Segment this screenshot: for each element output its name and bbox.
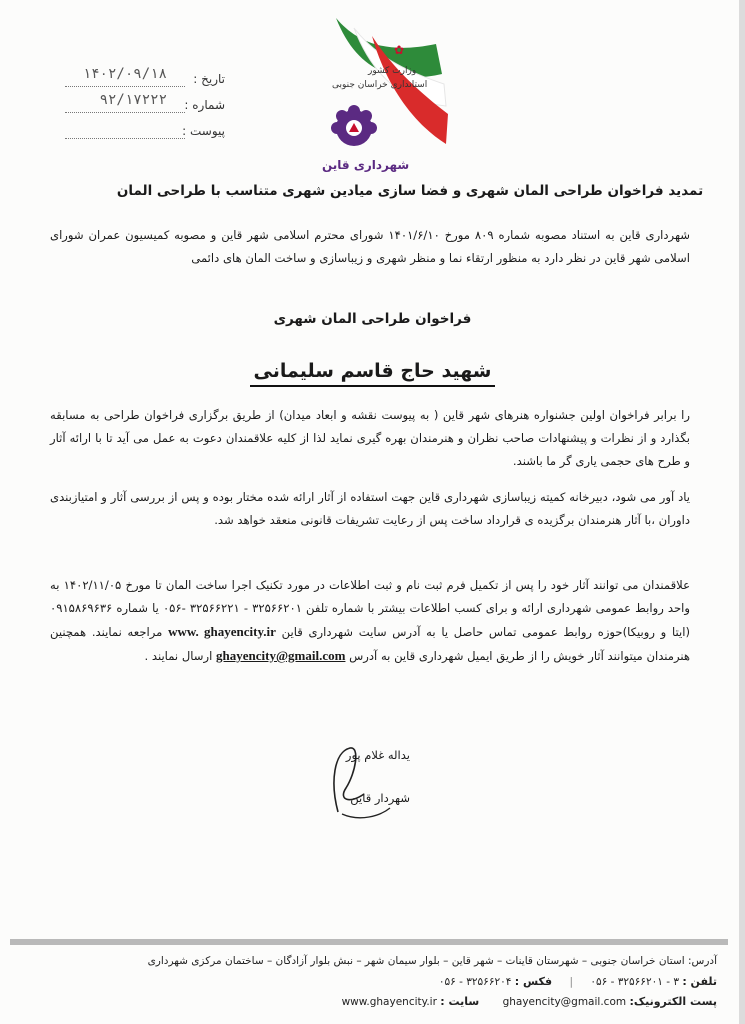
paragraph-1: شهرداری قاین به استناد مصوبه شماره ۸۰۹ مورخ ۱۴۰۱/۶/۱۰ شورای محترم اسلامی شهر قاین و مصوبه کمیسیون عمران شورای اسلامی شهر قاین در نظر دارد به منظور ارتقاء نما و منظر شهری و زیباسازی و ساخت المان های دائمی bbox=[50, 228, 691, 265]
attachment-label: پیوست : bbox=[182, 124, 225, 138]
call-subtitle: فراخوان طراحی المان شهری bbox=[273, 311, 472, 327]
date-value: ۱۴۰۲/۰۹/۱۸ bbox=[82, 66, 167, 82]
paragraph-4-part-1: علاقمندان می توانند آثار خود را پس از تکمیل فرم ثبت نام و ثبت اطلاعات در مورد تکنیک اجرا ساخت المان تا مورخ ۱۴۰۲/۱۱/۰۵ به واحد روابط عمومی شهرداری ارائه و برای کسب اطلاعات بیشتر با شماره تلفن ۳۲۵۶۶۲۰۱ - ۳۲۵۶۶۲۲۱ -۰۵۶ یا شماره ۰۹۱۵۸۶۹۶۳۶ (ایتا و روبیکا)حوزه روابط عمومی تماس حاصل یا به آدرس سایت شهرداری قاین bbox=[50, 578, 691, 639]
org-line-1: وزارت کشور bbox=[368, 66, 417, 76]
municipality-logo bbox=[318, 14, 454, 186]
fax-label: فکس : bbox=[514, 975, 553, 988]
paragraph-2: را برابر فراخوان اولین جشنواره هنرهای شهر قاین ( به پیوست نقشه و ابعاد میدان) از طریق برگزاری فراخوان طراحی به مسابقه بگذارد و از نظرات و پیشنهادات صاحب نظران و هنرمندان بهره گیری نماید لذا از کلیه علاقمندان دعوت به عمل می آید تا با ارائه آثار و طرح های حجمی یاری گر ما باشند. bbox=[50, 408, 690, 468]
attachment-line bbox=[65, 138, 185, 139]
footer-contact-row bbox=[342, 995, 717, 1008]
email-link[interactable]: ghayencity@gmail.com bbox=[216, 648, 346, 663]
date-line bbox=[65, 86, 185, 87]
footer-email[interactable]: ghayencity@gmail.com bbox=[502, 996, 627, 1008]
org-name: شهرداری قاین bbox=[322, 158, 410, 172]
date-label: تاریخ : bbox=[193, 72, 225, 86]
number-line bbox=[65, 112, 185, 113]
fax-value: ۳۲۵۶۶۲۰۴ - ۰۵۶ bbox=[438, 976, 512, 988]
phone-value: ۳ - ۳۲۵۶۶۲۰۱ - ۰۵۶ bbox=[590, 976, 679, 988]
footer-divider bbox=[10, 939, 728, 945]
honoree-name bbox=[0, 360, 745, 382]
org-line-2: استانداری خراسان جنوبی bbox=[332, 80, 428, 90]
phone-separator: | bbox=[569, 976, 574, 988]
letter-title: تمدید فراخوان طراحی المان شهری و فضا سازی میادین شهری متناسب با طراحی المان bbox=[116, 183, 704, 199]
number-value: ۹۲/۱۷۲۲۲ bbox=[99, 92, 167, 108]
footer-address: آدرس: استان خراسان جنوبی – شهرستان قاینات – شهر قاین – بلوار سیمان شهر – نبش بلوار آزادگان – ساختمان مرکزی شهرداری bbox=[147, 955, 717, 967]
site-label: سایت : bbox=[440, 995, 480, 1008]
footer-phone-row bbox=[439, 975, 717, 988]
honoree-name-text: شهید حاج قاسم سلیمانی bbox=[250, 360, 496, 387]
signer-name: یداله غلام پور bbox=[345, 748, 410, 762]
paragraph-4-part-3: ارسال نمایند . bbox=[144, 649, 213, 663]
paragraph-4-part-2: مراجعه نمایند. همچنین هنرمندان میتوانند آثار خویش را از طریق ایمیل شهرداری قاین به آدرس bbox=[50, 625, 690, 663]
svg-text:✿: ✿ bbox=[394, 43, 405, 57]
phone-label: تلفن : bbox=[682, 975, 717, 988]
signer-title: شهردار قاین bbox=[350, 791, 410, 805]
number-label: شماره : bbox=[184, 98, 225, 112]
email-label: پست الکترونیک: bbox=[629, 995, 717, 1008]
signature-block bbox=[320, 742, 440, 832]
scan-edge bbox=[739, 0, 745, 1024]
footer-website[interactable]: www.ghayencity.ir bbox=[341, 996, 437, 1008]
paragraph-4 bbox=[50, 574, 690, 668]
paragraph-3: یاد آور می شود، دبیرخانه کمیته زیباسازی شهرداری قاین جهت استفاده از آثار ارائه شده مختار بوده و پس از بررسی آثار و امتیازبندی داوران ،با آثار هنرمندان برگزیده ی قرارداد ساخت پس از رعایت تشریفات قانونی منعقد خواهد شد. bbox=[50, 490, 690, 527]
website-link[interactable]: www. ghayencity.ir bbox=[168, 624, 276, 639]
